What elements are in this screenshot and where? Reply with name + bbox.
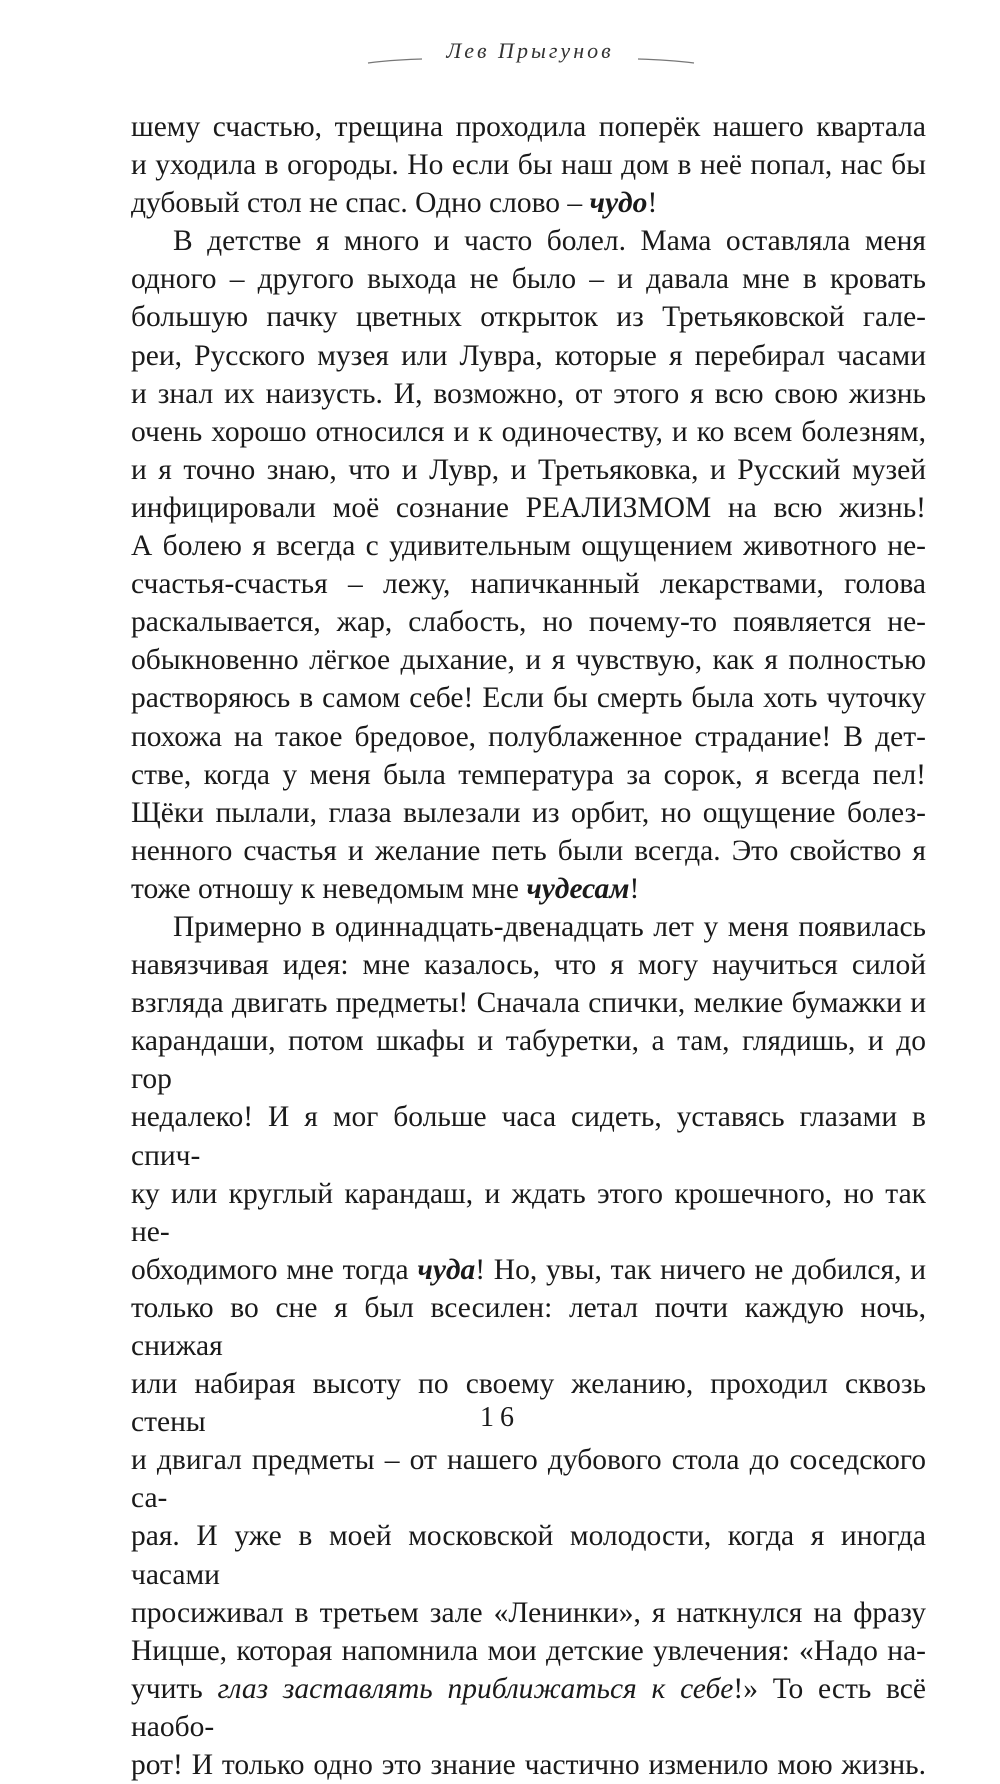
text-line: похожа на такое бредовое, полублаженное страдание! В дет- — [131, 720, 926, 753]
emphasis-word: чудесам — [526, 872, 630, 905]
text-line: взгляда двигать предметы! Сначала спички, мелкие бумажки и — [131, 987, 926, 1020]
text-line: одного – другого выхода не было – и давала мне в кровать — [131, 263, 926, 296]
emphasis-word: чудо — [589, 187, 648, 220]
text-line: навязчивая идея: мне казалось, что я могу научиться силой — [131, 949, 926, 982]
text-line: В детстве я много и часто болел. Мама оставляла меня — [173, 225, 926, 258]
text-line: реи, Русского музея или Лувра, которые я перебирал часами — [131, 339, 926, 372]
paragraph-1 — [131, 108, 926, 222]
text-line: стве, когда у меня была температура за сорок, я всегда пел! — [131, 758, 926, 791]
page-number: 16 — [480, 1402, 520, 1433]
text-line: и я точно знаю, что и Лувр, и Третьяковка, и Русский музей — [131, 453, 926, 486]
italic-quote: глаз заставлять приближаться к себе — [217, 1672, 734, 1705]
body-text — [131, 108, 926, 1784]
text-line: недалеко! И я мог больше часа сидеть, уставясь глазами в спич- — [131, 1101, 926, 1172]
text-line: просиживал в третьем зале «Ленинки», я наткнулся на фразу — [131, 1596, 926, 1629]
text-line: и уходила в огороды. Но если бы наш дом в неё попал, нас бы — [131, 149, 926, 182]
text-line: и знал их наизусть. И, возможно, от этого я всю свою жизнь — [131, 377, 926, 410]
running-header — [360, 36, 700, 80]
paragraph-2 — [131, 222, 926, 908]
text-line: или набирая высоту по своему желанию, проходил сквозь стены — [131, 1368, 926, 1439]
text-line: обходимого мне тогда чуда! Но, увы, так ничего не добился, и — [131, 1253, 926, 1286]
text-line: растворяюсь в самом себе! Если бы смерть была хоть чуточку — [131, 682, 926, 715]
text-line: Щёки пылали, глаза вылезали из орбит, но ощущение болез- — [131, 796, 926, 829]
text-line: карандаши, потом шкафы и табуретки, а там, глядишь, и до гор — [131, 1025, 926, 1096]
text-line: только во сне я был всесилен: летал почти каждую ночь, снижая — [131, 1291, 926, 1362]
text-line: ку или круглый карандаш, и ждать этого крошечного, но так не- — [131, 1177, 926, 1248]
text-line: ненного счастья и желание петь были всегда. Это свойство я — [131, 834, 926, 867]
emphasis-word: чуда — [417, 1253, 476, 1286]
text-line: очень хорошо относился и к одиночеству, и ко всем болезням, — [131, 415, 926, 448]
text-line: рот! И только одно это знание частично изменило мою жизнь. — [131, 1749, 926, 1782]
text-line: учить глаз заставлять приближаться к себе!» То есть всё наобо- — [131, 1672, 926, 1743]
text-line: А болею я всегда с удивительным ощущением животного не- — [131, 530, 926, 563]
text-line: дубовый стол не спас. Одно слово – чудо! — [131, 187, 658, 220]
text-line: и двигал предметы – от нашего дубового стола до соседского са- — [131, 1444, 926, 1515]
running-title: Лев Прыгунов — [446, 38, 614, 63]
text-line: инфицировали моё сознание РЕАЛИЗМОМ на всю жизнь! — [131, 491, 926, 524]
text-line: рая. И уже в моей московской молодости, когда я иногда часами — [131, 1520, 926, 1591]
text-line: тоже отношу к неведомым мне чудесам! — [131, 872, 640, 905]
text-line: шему счастью, трещина проходила поперёк нашего квартала — [131, 111, 926, 143]
text-line: большую пачку цветных открыток из Третьяковской гале- — [131, 301, 926, 334]
text-line: Ницше, которая напомнила мои детские увлечения: «Надо на- — [131, 1634, 926, 1667]
text-line: обыкновенно лёгкое дыхание, и я чувствую, как я полностью — [131, 644, 926, 677]
text-line: раскалывается, жар, слабость, но почему-то появляется не- — [131, 606, 926, 639]
paragraph-3 — [131, 908, 926, 1784]
text-line: Примерно в одиннадцать-двенадцать лет у меня появилась — [173, 910, 926, 943]
text-line: счастья-счастья – лежу, напичканный лекарствами, голова — [131, 568, 926, 601]
